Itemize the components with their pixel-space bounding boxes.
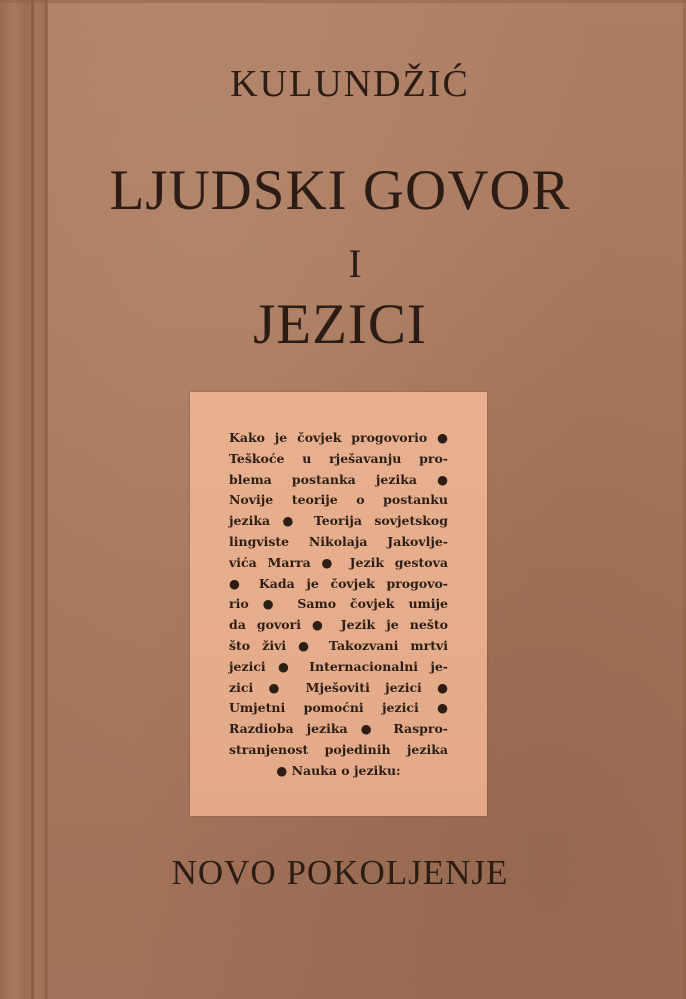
title-line-3: JEZICI	[253, 293, 427, 356]
spine-crease-inner	[45, 0, 47, 999]
contents-label	[190, 392, 487, 816]
contents-line: zici ● Mješoviti jezici ●	[229, 679, 448, 695]
contents-line: jezika ● Teorija sovjetskog	[229, 513, 448, 529]
publisher-name: NOVO POKOLJENJE	[171, 853, 509, 892]
contents-line: Teškoće u rješavanju pro-	[229, 450, 448, 466]
spine-crease	[31, 0, 34, 999]
cover-edge-top	[0, 0, 686, 3]
book-spine	[0, 0, 48, 999]
contents-line: stranjenost pojedinih jezika	[229, 741, 448, 757]
contents-line: Razdioba jezika ● Raspro-	[229, 721, 448, 737]
contents-line: blema postanka jezika ●	[229, 471, 448, 487]
contents-line: Novije teorije o postanku	[229, 492, 448, 508]
title-line-1: LJUDSKI GOVOR	[109, 159, 571, 222]
contents-line: Umjetni pomoćni jezici ●	[229, 700, 448, 716]
contents-line: da govori ● Jezik je nešto	[229, 617, 448, 633]
contents-line: lingviste Nikolaja Jakovlje-	[229, 533, 448, 549]
contents-line: Kako je čovjek progovorio ●	[229, 430, 448, 445]
contents-line: rio ● Samo čovjek umije	[229, 596, 448, 612]
contents-line: ● Kada je čovjek progovo-	[229, 575, 448, 591]
contents-line: ● Nauka o jeziku:	[276, 762, 401, 778]
title-line-2: I	[348, 241, 362, 286]
contents-line: jezici ● Internacionalni je-	[229, 658, 448, 674]
contents-text	[229, 428, 448, 782]
author-name: KULUNDŽIĆ	[230, 63, 470, 105]
contents-line: što živi ● Takozvani mrtvi	[229, 637, 448, 653]
contents-line: vića Marra ● Jezik gestova	[229, 554, 448, 570]
